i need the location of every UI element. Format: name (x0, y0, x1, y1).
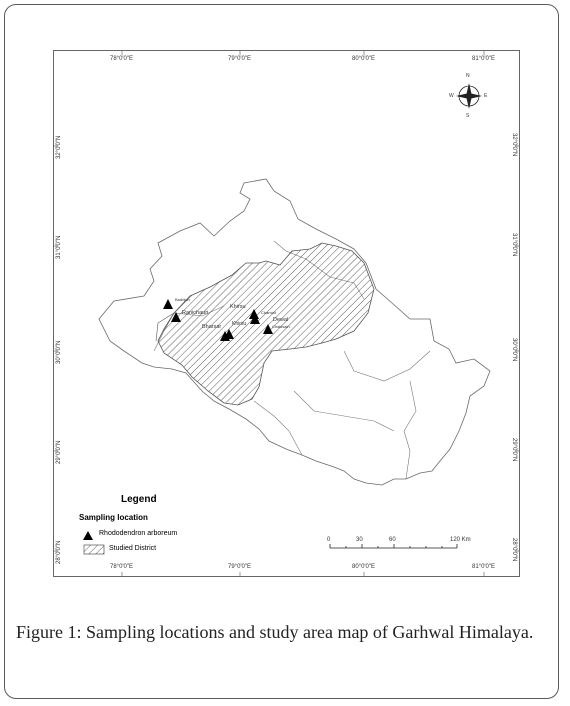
lon-label-bottom: 80°0'0"E (352, 564, 376, 570)
legend-species-label: Rhododendron arboreum (99, 530, 178, 537)
scale-bar (330, 544, 457, 548)
legend-title: Legend (121, 494, 157, 505)
site-label: Chamoli (261, 310, 276, 315)
scale-label: 120 Km (450, 537, 471, 543)
lon-label-top: 80°0'0"E (352, 56, 376, 62)
site-label: Khirsu (230, 304, 246, 310)
compass-e: E (484, 93, 488, 99)
legend-subtitle: Sampling location (79, 513, 148, 522)
figure-caption-text: Sampling locations and study area map of Garhwal Himalaya. (81, 622, 534, 642)
north-arrow-icon (456, 83, 482, 109)
lat-label-right: 30°0'0"N (511, 338, 517, 362)
compass-s: S (466, 113, 470, 119)
lat-label-right: 28°0'0"N (511, 538, 517, 562)
legend-district-label: Studied District (109, 545, 157, 552)
map-frame (53, 50, 520, 577)
figure-caption (16, 620, 548, 644)
lon-label-top: 79°0'0"E (228, 56, 252, 62)
lat-label-left: 28°0'0"N (56, 540, 62, 564)
figure-label: Figure 1: (16, 622, 82, 642)
scale-label: 30 (356, 537, 363, 543)
legend-hatch-swatch (84, 545, 104, 554)
lon-label-bottom: 81°0'0"E (472, 564, 496, 570)
site-label: Chakisain (272, 324, 290, 329)
site-label: Ranichauri (182, 310, 209, 316)
lon-label-top: 78°0'0"E (110, 56, 134, 62)
site-label: Badrijun (175, 297, 190, 302)
site-label: Dewal (273, 317, 289, 323)
lon-label-bottom: 79°0'0"E (228, 564, 252, 570)
site-label: Bharsar (202, 324, 222, 330)
lat-label-right: 32°0'0"N (511, 133, 517, 157)
lat-label-left: 30°0'0"N (56, 340, 62, 364)
legend-triangle-icon (83, 531, 93, 540)
lat-label-right: 29°0'0"N (511, 438, 517, 462)
scale-label: 60 (389, 537, 396, 543)
compass-w: W (449, 93, 454, 99)
lon-label-bottom: 78°0'0"E (110, 564, 134, 570)
lat-label-right: 31°0'0"N (511, 233, 517, 257)
compass-n: N (466, 73, 470, 79)
site-label: Khirsu (232, 321, 247, 327)
lon-label-top: 81°0'0"E (472, 56, 496, 62)
lat-label-left: 29°0'0"N (56, 440, 62, 464)
lat-label-left: 31°0'0"N (56, 235, 62, 259)
scale-label: 0 (327, 537, 331, 543)
lat-label-left: 32°0'0"N (56, 135, 62, 159)
